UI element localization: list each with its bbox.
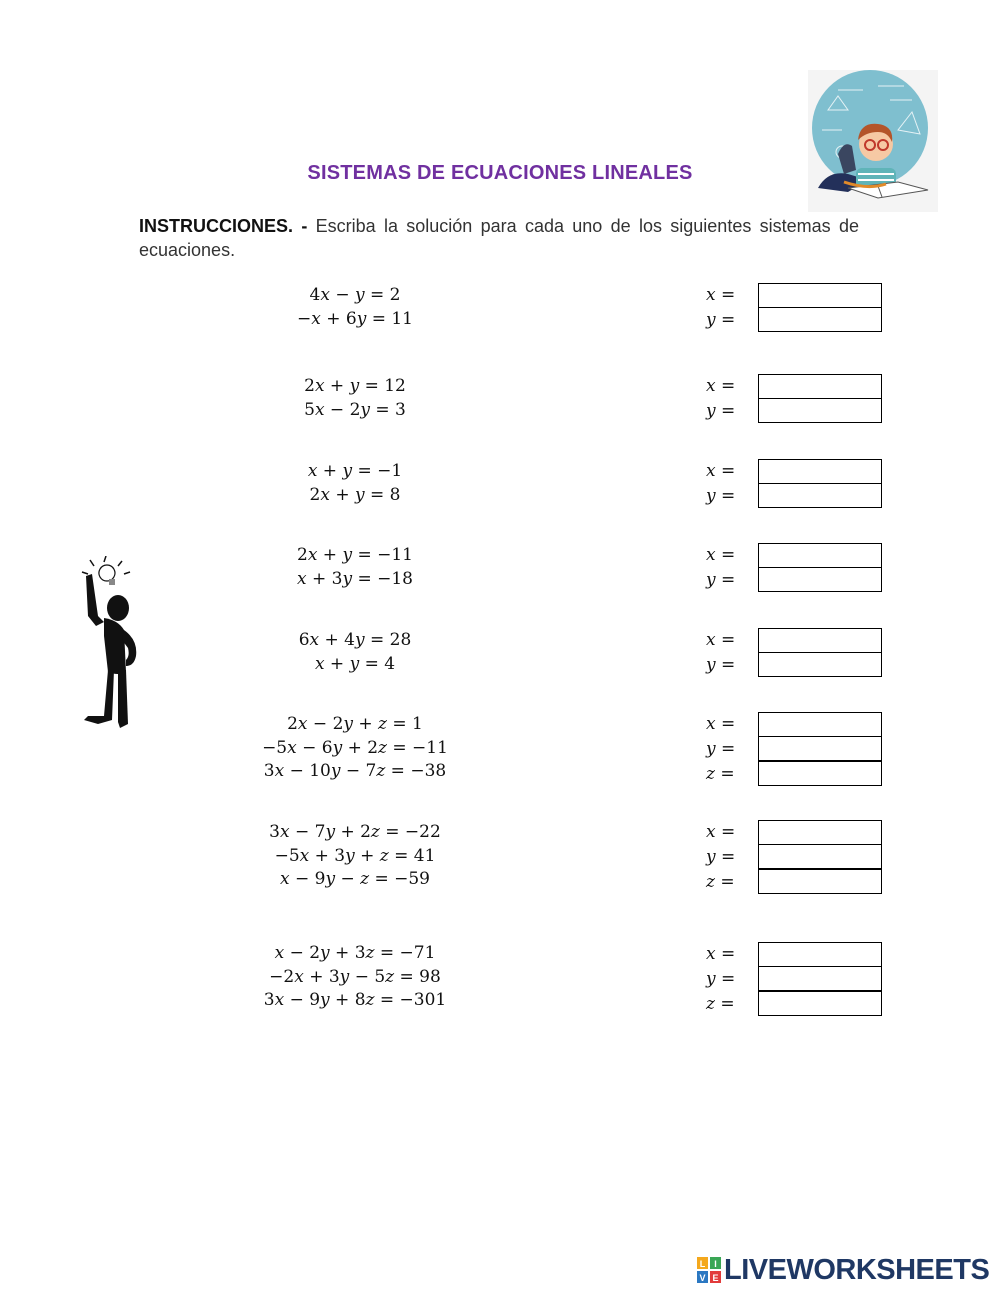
instructions-text: Escriba la solución para cada uno de los siguientes sistemas de ecuaciones. [139, 216, 859, 260]
answer-row [700, 992, 890, 1017]
answer-row [700, 870, 890, 895]
variable-label: 𝑦 = [706, 570, 736, 590]
logo-letter: I [714, 1259, 717, 1269]
answer-row [700, 762, 890, 787]
variable-label: 𝑥 = [706, 714, 736, 734]
answer-group-8 [700, 942, 890, 1017]
variable-label: 𝑦 = [706, 401, 736, 421]
answer-input-x[interactable] [758, 283, 882, 308]
equation: −5𝑥 + 3𝑦 + 𝑧 = 41 [274, 845, 436, 866]
answer-row [700, 568, 890, 593]
variable-label: 𝑥 = [706, 376, 736, 396]
answer-group-3 [700, 459, 890, 509]
equation: 2𝑥 + 𝑦 = 12 [304, 376, 406, 396]
equation-system-6 [200, 713, 510, 784]
equation: 3𝑥 − 7𝑦 + 2𝑧 = −22 [269, 822, 441, 842]
answer-input-x[interactable] [758, 543, 882, 568]
answer-row [700, 399, 890, 424]
answer-input-x[interactable] [758, 942, 882, 967]
variable-label: 𝑥 = [706, 545, 736, 565]
equation: 𝑥 + 3𝑦 = −18 [297, 568, 413, 589]
answer-input-z[interactable] [758, 869, 882, 894]
equation: 2𝑥 − 2𝑦 + 𝑧 = 1 [287, 714, 423, 734]
variable-label: 𝑥 = [706, 944, 736, 964]
answer-input-x[interactable] [758, 459, 882, 484]
equation-system-4 [200, 544, 510, 591]
equation: 2𝑥 + 𝑦 = −11 [297, 545, 413, 565]
answer-input-z[interactable] [758, 991, 882, 1016]
answer-input-y[interactable] [758, 483, 882, 508]
answer-row [700, 374, 890, 399]
variable-label: 𝑦 = [706, 655, 736, 675]
liveworksheets-logo [697, 1254, 989, 1286]
logo-letter: E [712, 1273, 719, 1283]
logo-letter: V [699, 1273, 706, 1283]
answer-row [700, 484, 890, 509]
equation: 4𝑥 − 𝑦 = 2 [309, 285, 401, 305]
answer-group-4 [700, 543, 890, 593]
answer-input-y[interactable] [758, 567, 882, 592]
answer-group-2 [700, 374, 890, 424]
page-title: SISTEMAS DE ECUACIONES LINEALES [307, 162, 693, 184]
variable-label: 𝑥 = [706, 461, 736, 481]
equation-system-3 [200, 460, 510, 507]
equation-system-2 [200, 375, 510, 422]
equation: 6𝑥 + 4𝑦 = 28 [298, 630, 412, 650]
answer-input-y[interactable] [758, 736, 882, 761]
variable-label: 𝑦 = [706, 739, 736, 759]
variable-label: 𝑥 = [706, 822, 736, 842]
equation: 𝑥 − 2𝑦 + 3𝑧 = −71 [274, 943, 436, 963]
thinking-stick-figure-illustration [74, 556, 146, 734]
answer-row [700, 737, 890, 762]
answer-group-5 [700, 628, 890, 678]
equation-system-8 [200, 942, 510, 1013]
answer-row [700, 820, 890, 845]
variable-label: 𝑥 = [706, 285, 736, 305]
equation: 𝑥 + 𝑦 = −1 [307, 461, 403, 481]
answer-group-6 [700, 712, 890, 787]
equation: 3𝑥 − 10𝑦 − 7𝑧 = −38 [263, 761, 447, 781]
student-reading-illustration [808, 70, 938, 212]
answer-row [700, 712, 890, 737]
answer-row [700, 543, 890, 568]
instructions-label: INSTRUCCIONES. - [139, 216, 308, 236]
answer-input-y[interactable] [758, 652, 882, 677]
answer-input-x[interactable] [758, 820, 882, 845]
answer-input-y[interactable] [758, 398, 882, 423]
equation-system-7 [200, 821, 510, 892]
equation: −𝑥 + 6𝑦 = 11 [297, 308, 413, 329]
answer-row [700, 967, 890, 992]
equation: −2𝑥 + 3𝑦 − 5𝑧 = 98 [269, 966, 441, 987]
answer-row [700, 283, 890, 308]
equation: 3𝑥 − 9𝑦 + 8𝑧 = −301 [263, 990, 447, 1010]
answer-group-1 [700, 283, 890, 333]
equation-system-1 [200, 284, 510, 331]
answer-row [700, 653, 890, 678]
equation: 𝑥 + 𝑦 = 4 [314, 653, 396, 674]
equation: 2𝑥 + 𝑦 = 8 [309, 484, 401, 505]
variable-label: 𝑦 = [706, 969, 736, 989]
answer-input-x[interactable] [758, 712, 882, 737]
variable-label: 𝑦 = [706, 847, 736, 867]
variable-label: 𝑧 = [706, 764, 735, 784]
equation-system-5 [200, 629, 510, 676]
liveworksheets-logo-text: LIVEWORKSHEETS [724, 1253, 990, 1286]
answer-row [700, 308, 890, 333]
answer-row [700, 628, 890, 653]
equation: 𝑥 − 9𝑦 − 𝑧 = −59 [280, 869, 430, 889]
instructions [139, 214, 859, 262]
answer-input-x[interactable] [758, 374, 882, 399]
logo-letter: L [699, 1259, 706, 1269]
answer-input-y[interactable] [758, 966, 882, 991]
answer-row [700, 942, 890, 967]
variable-label: 𝑧 = [706, 872, 735, 892]
answer-input-y[interactable] [758, 844, 882, 869]
answer-row [700, 845, 890, 870]
variable-label: 𝑥 = [706, 630, 736, 650]
equation: −5𝑥 − 6𝑦 + 2𝑧 = −11 [262, 737, 448, 758]
variable-label: 𝑧 = [706, 994, 735, 1014]
variable-label: 𝑦 = [706, 310, 736, 330]
answer-input-z[interactable] [758, 761, 882, 786]
liveworksheets-logo-icon [697, 1257, 721, 1283]
answer-input-y[interactable] [758, 307, 882, 332]
equation: 5𝑥 − 2𝑦 = 3 [304, 399, 406, 420]
answer-input-x[interactable] [758, 628, 882, 653]
answer-row [700, 459, 890, 484]
variable-label: 𝑦 = [706, 486, 736, 506]
answer-group-7 [700, 820, 890, 895]
